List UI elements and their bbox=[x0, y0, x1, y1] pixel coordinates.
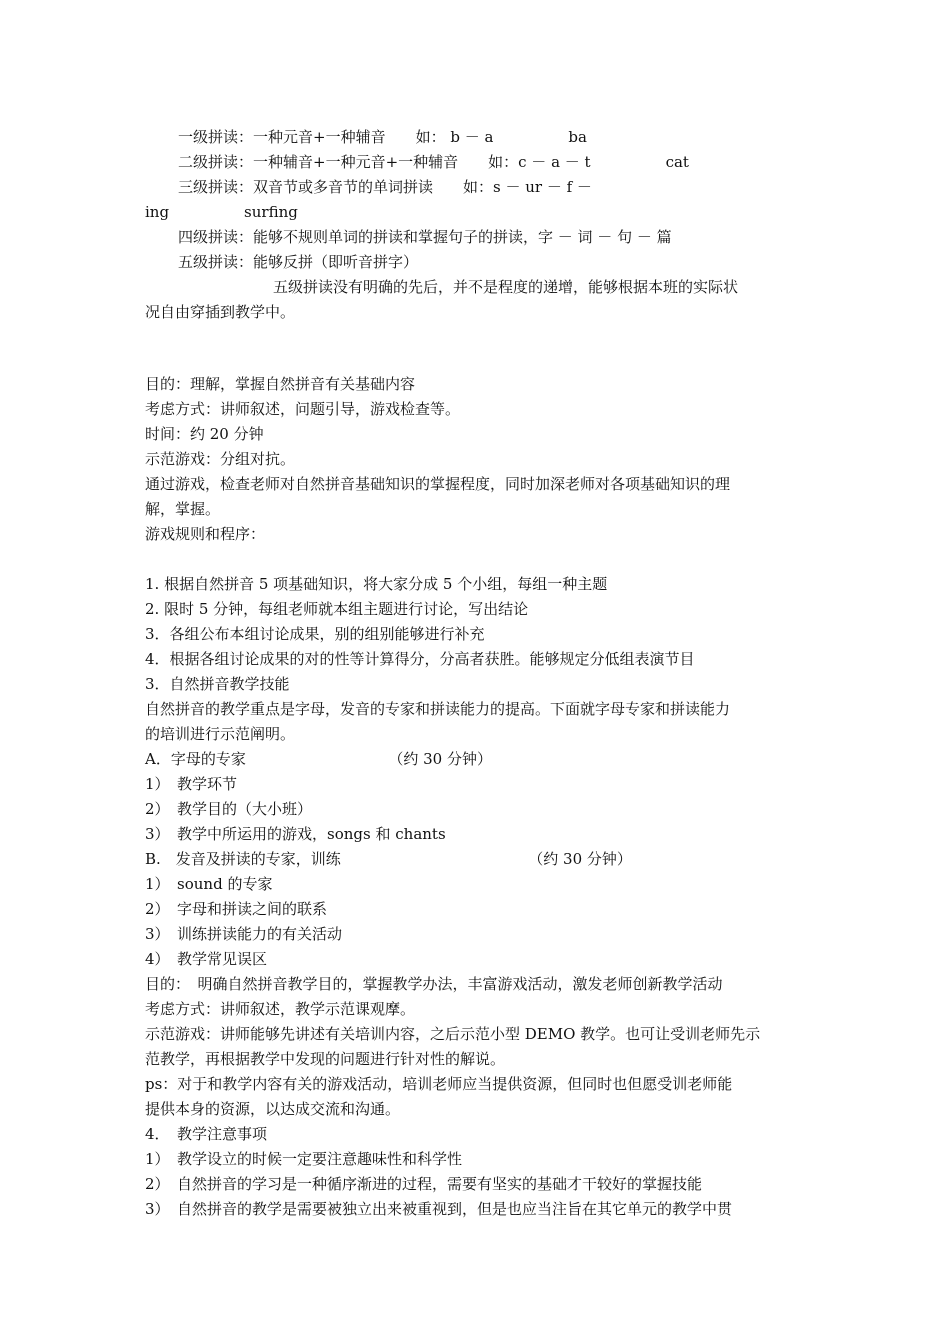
section3-goal: 目的： 明确自然拼音教学目的，掌握教学办法，丰富游戏活动，激发老师创新教学活动 bbox=[145, 975, 723, 993]
subsection-a-item: 2） 教学目的（大小班） bbox=[145, 800, 313, 818]
subsection-b-item: 3） 训练拼读能力的有关活动 bbox=[145, 925, 343, 943]
subsection-b-title: B. 发音及拼读的专家，训练 （约 30 分钟） bbox=[145, 850, 632, 868]
levels-note-continued: 况自由穿插到教学中。 bbox=[145, 303, 296, 321]
document-body bbox=[145, 372, 810, 1222]
section3-method: 考虑方式：讲师叙述，教学示范课观摩。 bbox=[145, 1000, 416, 1018]
section3-ps: ps：对于和教学内容有关的游戏活动，培训老师应当提供资源，但同时也但愿受训老师能 bbox=[145, 1075, 733, 1093]
level-4-line: 四级拼读：能够不规则单词的拼读和掌握句子的拼读，字 － 词 － 句 － 篇 bbox=[178, 228, 672, 246]
subsection-b-item: 1） sound 的专家 bbox=[145, 875, 273, 893]
section3-demo: 示范游戏：讲师能够先讲述有关培训内容，之后示范小型 DEMO 教学。也可让受训老师先示 bbox=[145, 1025, 761, 1043]
section1-purpose-continued: 解，掌握。 bbox=[145, 500, 221, 518]
subsection-b-item: 4） 教学常见误区 bbox=[145, 950, 268, 968]
section4-item: 1） 教学设立的时候一定要注意趣味性和科学性 bbox=[145, 1150, 463, 1168]
levels-note: 五级拼读没有明确的先后，并不是程度的递增，能够根据本班的实际状 bbox=[273, 278, 739, 296]
level-2-line: 二级拼读：一种辅音+一种元音+一种辅音 如：c － a － t cat bbox=[178, 153, 689, 171]
section3-demo-continued: 范教学，再根据教学中发现的问题进行针对性的解说。 bbox=[145, 1050, 506, 1068]
section4-title: 4． 教学注意事项 bbox=[145, 1125, 268, 1143]
section1-demo-game: 示范游戏：分组对抗。 bbox=[145, 450, 296, 468]
subsection-a-item: 1） 教学环节 bbox=[145, 775, 238, 793]
level-3-continued: ing surfing bbox=[145, 203, 298, 221]
section1-purpose: 通过游戏，检查老师对自然拼音基础知识的掌握程度，同时加深老师对各项基础知识的理 bbox=[145, 475, 731, 493]
rule-item: 4．根据各组讨论成果的对的性等计算得分，分高者获胜。能够规定分低组表演节目 bbox=[145, 650, 695, 668]
section1-time: 时间：约 20 分钟 bbox=[145, 425, 264, 443]
blank-line bbox=[145, 547, 810, 572]
section1-method: 考虑方式：讲师叙述，问题引导，游戏检查等。 bbox=[145, 400, 461, 418]
section3-title: 3．自然拼音教学技能 bbox=[145, 675, 290, 693]
rule-item: 3．各组公布本组讨论成果，别的组别能够进行补充 bbox=[145, 625, 485, 643]
level-5-line: 五级拼读：能够反拼（即听音拼字） bbox=[178, 253, 419, 271]
section3-intro: 自然拼音的教学重点是字母，发音的专家和拼读能力的提高。下面就字母专家和拼读能力 bbox=[145, 700, 731, 718]
section1-goal: 目的：理解，掌握自然拼音有关基础内容 bbox=[145, 375, 416, 393]
level-1-line: 一级拼读：一种元音+一种辅音 如： b － a ba bbox=[178, 128, 587, 146]
spelling-levels bbox=[145, 125, 810, 325]
section4-item: 2） 自然拼音的学习是一种循序渐进的过程，需要有坚实的基础才干较好的掌握技能 bbox=[145, 1175, 703, 1193]
rule-item: 1. 根据自然拼音 5 项基础知识，将大家分成 5 个小组，每组一种主题 bbox=[145, 575, 608, 593]
section3-intro-continued: 的培训进行示范阐明。 bbox=[145, 725, 296, 743]
level-3-line: 三级拼读：双音节或多音节的单词拼读 如：s － ur － f － bbox=[178, 178, 592, 196]
rule-item: 2. 限时 5 分钟，每组老师就本组主题进行讨论，写出结论 bbox=[145, 600, 529, 618]
section1-rules-title: 游戏规则和程序： bbox=[145, 525, 266, 543]
section3-ps-continued: 提供本身的资源，以达成交流和沟通。 bbox=[145, 1100, 401, 1118]
subsection-b-item: 2） 字母和拼读之间的联系 bbox=[145, 900, 328, 918]
section4-item: 3） 自然拼音的教学是需要被独立出来被重视到，但是也应当注旨在其它单元的教学中贯 bbox=[145, 1200, 733, 1218]
subsection-a-item: 3） 教学中所运用的游戏，songs 和 chants bbox=[145, 825, 446, 843]
subsection-a-title: A．字母的专家 （约 30 分钟） bbox=[145, 750, 492, 768]
